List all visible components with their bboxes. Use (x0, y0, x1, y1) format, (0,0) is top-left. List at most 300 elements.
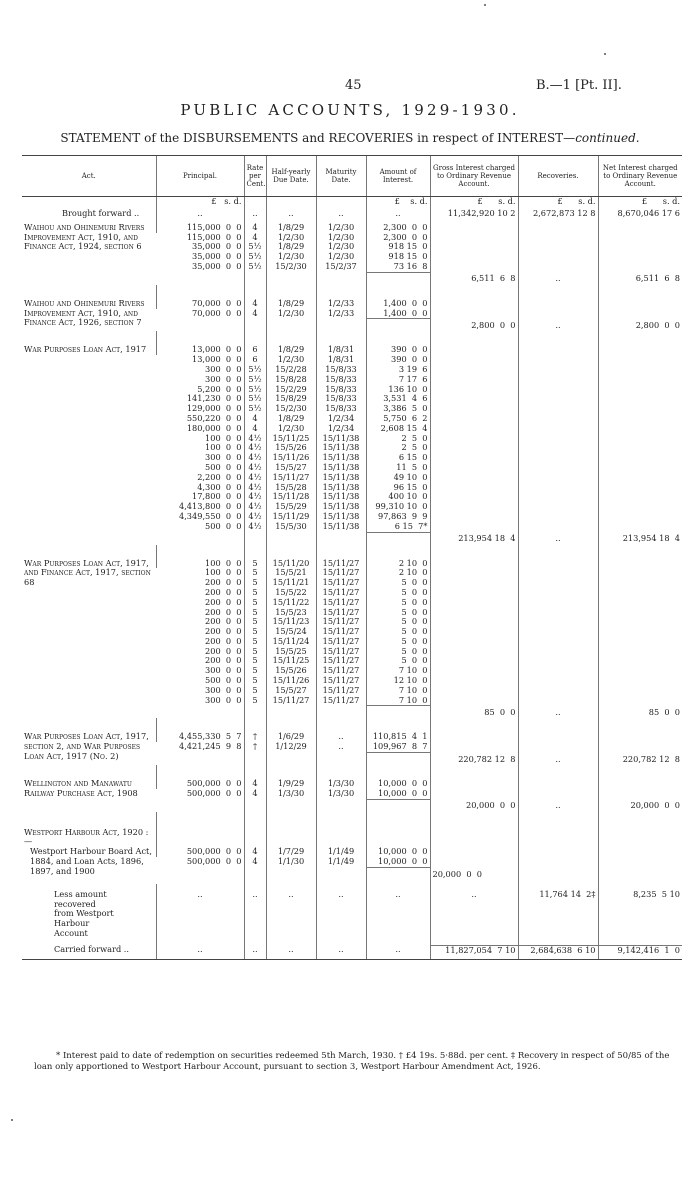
due-date-cell: 15/2/29 (266, 385, 316, 395)
due-date-cell: 1/2/30 (266, 309, 316, 319)
interest-cell: 110,815 4 1 (366, 732, 430, 742)
interest-cell: 10,000 0 0 (366, 847, 430, 857)
spacer-cell (316, 285, 366, 299)
recoveries-total: .. (518, 753, 598, 766)
cell: .. (156, 945, 244, 960)
recoveries-cell: 11,764 14 2‡ (518, 890, 598, 939)
principal-cell: 300 0 0 (205, 364, 242, 374)
recoveries-cell (518, 223, 598, 233)
spacer-row (22, 718, 682, 732)
rate-cell: 4½ (244, 453, 266, 463)
header-row (22, 156, 682, 197)
gross-cell (430, 434, 518, 444)
cell: .. (430, 890, 518, 939)
spacer-cell (518, 545, 598, 559)
cell: 2,672,873 12 8 (518, 209, 598, 219)
spacer-cell (518, 812, 598, 828)
gross-cell (430, 355, 518, 365)
gross-cell (430, 696, 518, 706)
gross-cell (430, 309, 518, 319)
rate-cell: 5 (244, 578, 266, 588)
gross-cell (430, 443, 518, 453)
interest-cell: 12 10 0 (366, 676, 430, 686)
col-principal: Principal. (156, 156, 244, 197)
net-cell (598, 656, 682, 666)
spacer-cell (366, 765, 430, 779)
due-date-cell: 15/11/23 (266, 617, 316, 627)
empty-cell (430, 828, 518, 848)
empty-cell (598, 847, 682, 857)
empty-cell (244, 799, 266, 812)
spacer-cell (518, 765, 598, 779)
maturity-cell: .. (316, 732, 366, 742)
rate-cell: 5½ (244, 365, 266, 375)
maturity-cell: 15/11/27 (316, 627, 366, 637)
principal-cell: 180,000 0 0 (186, 423, 242, 433)
spacer-cell (366, 718, 430, 732)
spacer-cell (316, 331, 366, 345)
due-date-cell: 1/9/29 (266, 779, 316, 789)
due-date-cell: 15/11/27 (266, 696, 316, 706)
cell: 8,670,046 17 6 (598, 209, 682, 219)
rate-cell: 5 (244, 598, 266, 608)
interest-cell: 10,000 0 0 (366, 789, 430, 799)
due-date-cell: 1/12/29 (266, 742, 316, 752)
rate-cell: 5½ (244, 404, 266, 414)
principal-cell: 500 0 0 (205, 521, 242, 531)
recoveries-cell (518, 742, 598, 752)
net-cell (598, 789, 682, 799)
westport-heading-row (22, 828, 682, 848)
act-name: Westport Harbour Act, 1920 :— (24, 827, 149, 847)
empty-cell (518, 857, 598, 867)
principal-cell: 500 0 0 (205, 462, 242, 472)
recoveries-cell (518, 252, 598, 262)
net-cell: 8,235 5 10 (598, 890, 682, 939)
maturity-cell: 1/2/30 (316, 223, 366, 233)
subtitle-text: STATEMENT of the DISBURSEMENTS and RECOVERIES in respect of INTEREST— (60, 131, 576, 145)
rate-cell: 5 (244, 559, 266, 569)
recoveries-cell (518, 404, 598, 414)
principal-cell: 500 0 0 (205, 676, 242, 686)
net-cell (598, 299, 682, 309)
due-date-cell: 1/2/30 (266, 252, 316, 262)
recoveries-cell (518, 375, 598, 385)
cell: .. (366, 945, 430, 960)
maturity-cell: 15/11/27 (316, 656, 366, 666)
maturity-cell: 15/11/38 (316, 502, 366, 512)
act-name: Waihou and Ohinemuri Rivers Improvement Act, 1910, and Finance Act, 1924, section 6 (24, 222, 145, 252)
act-name: War Purposes Loan Act, 1917 (24, 345, 147, 355)
interest-cell: 7 10 0 (366, 686, 430, 696)
net-cell (598, 365, 682, 375)
net-total: 85 0 0 (598, 706, 682, 719)
empty-cell (266, 532, 316, 545)
maturity-cell: 15/11/38 (316, 453, 366, 463)
interest-cell: 2 10 0 (366, 568, 430, 578)
spacer-cell (316, 765, 366, 779)
maturity-cell: 15/11/27 (316, 578, 366, 588)
net-total: 220,782 12 8 (598, 753, 682, 766)
due-date-cell: 1/6/29 (266, 732, 316, 742)
recoveries-cell (518, 233, 598, 243)
maturity-cell: 1/3/30 (316, 789, 366, 799)
gross-cell (430, 512, 518, 522)
principal-cell: 200 0 0 (205, 617, 242, 627)
gross-cell (430, 502, 518, 512)
empty-cell (244, 828, 266, 848)
spacer-cell (598, 718, 682, 732)
spacer-cell (244, 812, 266, 828)
empty-cell (518, 847, 598, 857)
principal-cell: 550,220 0 0 (186, 413, 242, 423)
empty-cell (244, 319, 266, 332)
spacer-cell (430, 285, 518, 299)
principal-cell: 4,300 0 0 (197, 482, 242, 492)
brought-forward-label: Brought forward .. (62, 209, 140, 218)
principal-cell: 300 0 0 (205, 374, 242, 384)
due-date-cell: 15/11/29 (266, 512, 316, 522)
recoveries-total: .. (518, 319, 598, 332)
empty-cell (598, 828, 682, 848)
empty-cell (518, 828, 598, 848)
empty-cell (316, 799, 366, 812)
spacer-cell (266, 285, 316, 299)
gross-total: 85 0 0 (430, 706, 518, 719)
recoveries-cell (518, 656, 598, 666)
interest-cell: 390 0 0 (366, 355, 430, 365)
recoveries-cell (518, 578, 598, 588)
principal-cell: 200 0 0 (205, 627, 242, 637)
spacer-cell (316, 718, 366, 732)
interest-cell: 5 0 0 (366, 656, 430, 666)
empty-cell (244, 706, 266, 719)
gross-cell (430, 522, 518, 532)
unit-label: £ s. d. (430, 197, 518, 210)
spacer-cell (366, 545, 430, 559)
maturity-cell: 15/11/38 (316, 463, 366, 473)
spacer-cell (366, 812, 430, 828)
rate-cell: † (244, 732, 266, 742)
net-cell (598, 394, 682, 404)
recoveries-cell (518, 647, 598, 657)
maturity-cell: 15/11/38 (316, 492, 366, 502)
recoveries-cell (518, 522, 598, 532)
maturity-cell: 1/2/33 (316, 309, 366, 319)
less-recovered-label: Less amount recovered from Westport Harbour Account (54, 889, 114, 939)
principal-cell: 2,200 0 0 (197, 472, 242, 482)
net-cell (598, 686, 682, 696)
unit-label: £ s. d. (598, 197, 682, 210)
due-date-cell: 15/5/26 (266, 666, 316, 676)
recoveries-cell (518, 588, 598, 598)
empty-cell (156, 532, 244, 545)
principal-cell: 17,800 0 0 (192, 492, 242, 502)
empty-cell (430, 847, 518, 857)
due-date-cell: 1/7/29 (266, 847, 316, 857)
recoveries-cell (518, 627, 598, 637)
recoveries-total: .. (518, 272, 598, 285)
principal-cell: 100 0 0 (205, 433, 242, 443)
rate-cell: 5 (244, 608, 266, 618)
act-name: Wellington and Manawatu Railway Purchase Act, 1908 (24, 779, 138, 798)
interest-total-rule (366, 532, 430, 545)
recoveries-total: .. (518, 532, 598, 545)
gross-cell (430, 588, 518, 598)
rate-cell: 4 (244, 414, 266, 424)
due-date-cell: 15/11/20 (266, 559, 316, 569)
principal-cell: 200 0 0 (205, 646, 242, 656)
recoveries-cell (518, 666, 598, 676)
empty-cell (266, 753, 316, 766)
due-date-cell: 1/2/30 (266, 355, 316, 365)
interest-cell: 1,400 0 0 (366, 309, 430, 319)
interest-total-rule (366, 706, 430, 719)
empty-cell (316, 532, 366, 545)
rate-cell: 5 (244, 686, 266, 696)
interest-cell: 918 15 0 (366, 252, 430, 262)
principal-cell: 200 0 0 (205, 636, 242, 646)
gross-cell (430, 453, 518, 463)
gross-cell (430, 473, 518, 483)
interest-cell: 3,386 5 0 (366, 404, 430, 414)
spacer-cell (598, 812, 682, 828)
recoveries-cell (518, 309, 598, 319)
spacer-cell (518, 285, 598, 299)
principal-cell: 300 0 0 (205, 685, 242, 695)
empty-cell (266, 272, 316, 285)
recoveries-total: .. (518, 706, 598, 719)
interest-total-rule (366, 867, 430, 884)
spacer-row (22, 331, 682, 345)
gross-cell (430, 375, 518, 385)
table-row (22, 847, 682, 857)
due-date-cell: 15/5/22 (266, 588, 316, 598)
spacer-cell (156, 331, 244, 345)
principal-cell: 35,000 0 0 (192, 242, 242, 252)
due-date-cell: 15/11/25 (266, 434, 316, 444)
interest-cell: 96 15 0 (366, 483, 430, 493)
rate-cell: 4½ (244, 512, 266, 522)
net-cell (598, 617, 682, 627)
interest-cell: 2 5 0 (366, 434, 430, 444)
spacer-cell (430, 718, 518, 732)
due-date-cell: 15/11/22 (266, 598, 316, 608)
table-row (22, 559, 682, 569)
cell: .. (156, 209, 244, 219)
cell: .. (316, 209, 366, 219)
maturity-cell: 15/11/38 (316, 522, 366, 532)
due-date-cell: 1/8/29 (266, 414, 316, 424)
due-date-cell: 1/8/29 (266, 223, 316, 233)
net-cell (598, 404, 682, 414)
brought-forward-row (22, 209, 682, 219)
empty-cell (156, 272, 244, 285)
act-subname: Westport Harbour Board Act, 1884, and Loan Acts, 1896, 1897, and 1900 (30, 847, 152, 876)
interest-cell: 5 0 0 (366, 627, 430, 637)
spacer-cell (22, 718, 156, 732)
gross-cell (430, 676, 518, 686)
principal-cell: 35,000 0 0 (192, 252, 242, 262)
interest-cell: 6 15 0 (366, 453, 430, 463)
spacer-cell (316, 812, 366, 828)
recoveries-cell (518, 443, 598, 453)
due-date-cell: 15/2/30 (266, 262, 316, 272)
maturity-cell: 15/11/38 (316, 443, 366, 453)
principal-cell: 200 0 0 (205, 597, 242, 607)
spacer-cell (244, 285, 266, 299)
net-cell (598, 742, 682, 752)
maturity-cell: 1/1/49 (316, 857, 366, 867)
due-date-cell: 15/2/28 (266, 365, 316, 375)
recoveries-cell (518, 686, 598, 696)
spacer-cell (22, 812, 156, 828)
gross-cell (430, 627, 518, 637)
net-cell (598, 375, 682, 385)
rate-cell: 6 (244, 355, 266, 365)
gross-cell (430, 492, 518, 502)
net-cell (598, 492, 682, 502)
interest-cell: 5 0 0 (366, 578, 430, 588)
spacer-cell (598, 331, 682, 345)
rate-cell: 5 (244, 617, 266, 627)
rate-cell: 4 (244, 309, 266, 319)
cell: .. (316, 890, 366, 939)
due-date-cell: 15/2/30 (266, 404, 316, 414)
interest-cell: 2,300 0 0 (366, 223, 430, 233)
principal-cell: 115,000 0 0 (186, 232, 242, 242)
empty-cell (316, 828, 366, 848)
spacer-cell (22, 765, 156, 779)
recoveries-cell (518, 732, 598, 742)
recoveries-cell (518, 492, 598, 502)
maturity-cell: 15/11/27 (316, 559, 366, 569)
cell: .. (156, 890, 244, 939)
spacer-cell (266, 765, 316, 779)
interest-cell: 1,400 0 0 (366, 299, 430, 309)
maturity-cell: 15/11/38 (316, 434, 366, 444)
col-due-date: Half-yearly Due Date. (266, 156, 316, 197)
rate-cell: 5 (244, 647, 266, 657)
empty-cell (366, 828, 430, 848)
spacer-cell (266, 718, 316, 732)
rate-cell: 5 (244, 656, 266, 666)
recoveries-cell (518, 559, 598, 569)
net-total: 2,800 0 0 (598, 319, 682, 332)
gross-total: 11,827,054 7 10 (430, 945, 518, 960)
spacer-cell (266, 545, 316, 559)
rate-cell: 4½ (244, 434, 266, 444)
spacer-row (22, 285, 682, 299)
spacer-cell (430, 812, 518, 828)
net-cell (598, 345, 682, 355)
cell: .. (244, 209, 266, 219)
spacer-cell (156, 718, 244, 732)
empty-cell (244, 532, 266, 545)
rate-cell: 5 (244, 637, 266, 647)
empty-cell (156, 319, 244, 332)
subtitle-continued: continued. (575, 131, 640, 145)
maturity-cell: 1/2/30 (316, 252, 366, 262)
recoveries-cell (518, 473, 598, 483)
gross-cell (430, 463, 518, 473)
empty-cell (244, 272, 266, 285)
gross-cell (430, 598, 518, 608)
spacer-cell (366, 331, 430, 345)
net-cell (598, 559, 682, 569)
interest-cell: 2,608 15 4 (366, 424, 430, 434)
interest-cell: 136 10 0 (366, 385, 430, 395)
principal-cell: 4,455,330 5 7 (156, 732, 244, 742)
due-date-cell: 15/11/21 (266, 578, 316, 588)
interest-cell: 7 10 0 (366, 696, 430, 706)
interest-cell: 49 10 0 (366, 473, 430, 483)
footnote-text: * Interest paid to date of redemption on securities redeemed 5th March, 1930. † £4 19s. 5·88d. per cent. ‡ Recovery in respect of 50/85 of the loan only apportioned to Westport Harbour Account, pursuant to section 3, Westport Harbour Amendment Act, 1926. (34, 1051, 670, 1072)
maturity-cell: 1/8/31 (316, 345, 366, 355)
gross-total: 20,000 0 0 (430, 799, 518, 812)
gross-cell (430, 637, 518, 647)
gross-cell (430, 789, 518, 799)
recoveries-cell (518, 637, 598, 647)
principal-cell: 200 0 0 (205, 656, 242, 666)
interest-cell: 5 0 0 (366, 647, 430, 657)
interest-total-rule (366, 319, 430, 332)
recoveries-total: .. (518, 799, 598, 812)
empty-cell (156, 867, 244, 884)
maturity-cell: 15/11/38 (316, 483, 366, 493)
empty-cell (266, 706, 316, 719)
recoveries-cell (518, 483, 598, 493)
principal-cell: 100 0 0 (205, 443, 242, 453)
recoveries-cell (518, 696, 598, 706)
recoveries-cell (518, 355, 598, 365)
principal-cell: 100 0 0 (156, 559, 244, 569)
net-cell (598, 608, 682, 618)
principal-cell: 4,421,245 9 8 (179, 742, 242, 752)
maturity-cell: 15/11/38 (316, 473, 366, 483)
gross-cell (430, 647, 518, 657)
rate-cell: † (244, 742, 266, 752)
carried-forward-label: Carried forward .. (22, 945, 156, 960)
gross-cell (430, 779, 518, 789)
maturity-cell: 15/11/27 (316, 637, 366, 647)
gross-total: 20,000 0 0 (430, 867, 518, 884)
principal-cell: 500,000 0 0 (186, 788, 242, 798)
principal-cell: 200 0 0 (205, 587, 242, 597)
empty-cell (244, 867, 266, 884)
interest-cell: 10,000 0 0 (366, 857, 430, 867)
rate-cell: 5 (244, 588, 266, 598)
maturity-cell: 15/8/33 (316, 404, 366, 414)
principal-cell: 4,413,800 0 0 (179, 502, 242, 512)
gross-cell (430, 483, 518, 493)
maturity-cell: 15/11/27 (316, 647, 366, 657)
net-cell (598, 309, 682, 319)
principal-cell: 13,000 0 0 (156, 345, 244, 355)
principal-cell: 500,000 0 0 (186, 857, 242, 867)
cell: .. (366, 890, 430, 939)
gross-total: 220,782 12 8 (430, 753, 518, 766)
empty-cell (156, 753, 244, 766)
net-total: 6,511 6 8 (598, 272, 682, 285)
carried-forward-row (22, 945, 682, 960)
col-gross: Gross Interest charged to Ordinary Revenue Account. (430, 156, 518, 197)
due-date-cell: 1/8/29 (266, 242, 316, 252)
footnotes (34, 1051, 674, 1072)
table-row (22, 345, 682, 355)
maturity-cell: 1/2/34 (316, 414, 366, 424)
due-date-cell: 15/11/25 (266, 656, 316, 666)
